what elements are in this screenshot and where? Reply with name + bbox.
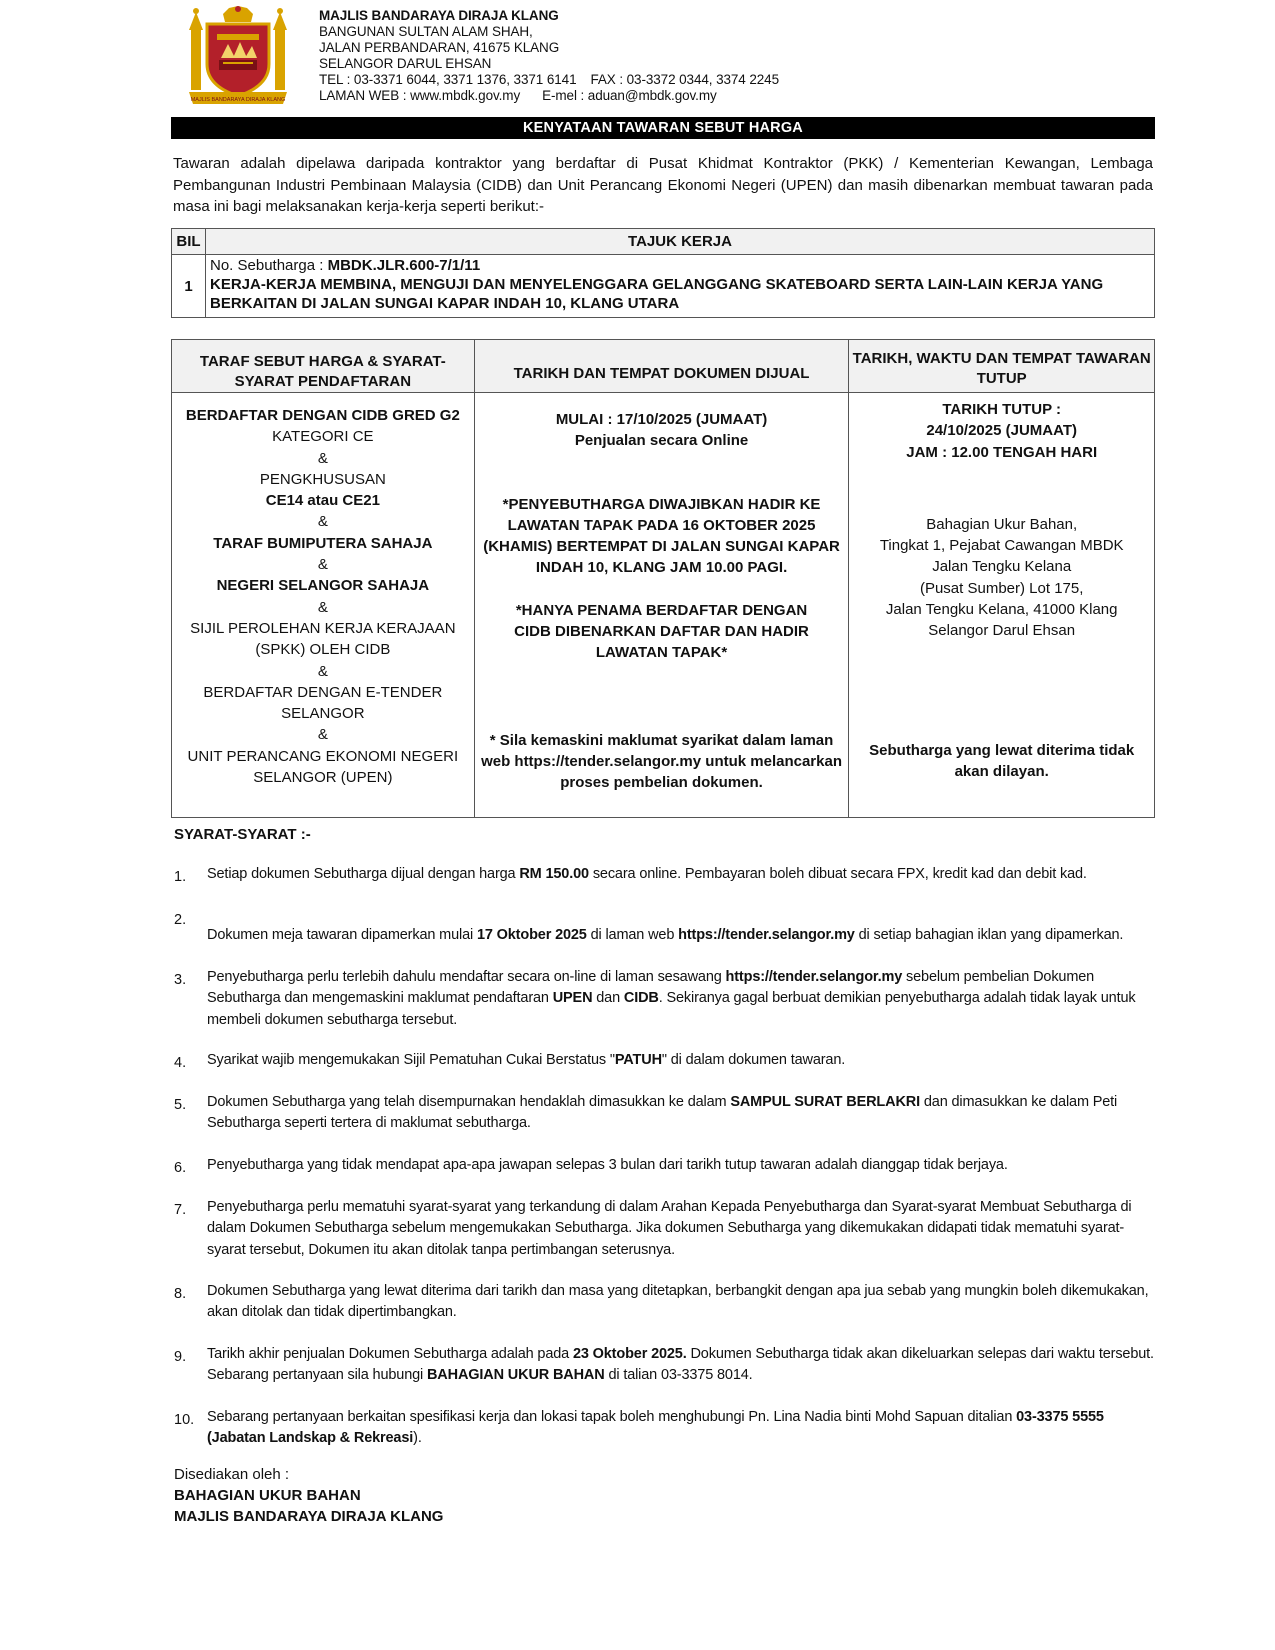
site-visit-notice: *PENYEBUTHARGA DIWAJIBKAN HADIR KE LAWATAN TAPAK PADA 16 OKTOBER 2025 (KHAMIS) BERTEMPAT DI JALAN SUNGAI KAPAR INDAH 10, KLANG JAM 10.00 PAGI. <box>483 495 840 577</box>
condition-item-8: 8. Dokumen Sebutharga yang lewat diterima dari tarikh dan masa yang ditetapkan, berbangkit dengan apa jua sebab yang mungkin boleh dikemukakan, akan ditolak dan tidak dipertimbangkan. <box>174 1283 1149 1321</box>
table-row <box>172 255 1155 318</box>
condition-number: 2. <box>174 912 187 928</box>
mbdk-crest-logo <box>185 6 291 110</box>
tender-details-table <box>171 339 1155 818</box>
closing-time: JAM : 12.00 TENGAH HARI <box>906 443 1098 461</box>
job-title-table <box>171 228 1155 318</box>
row-number: 1 <box>172 255 206 318</box>
condition-number: 8. <box>174 1286 187 1302</box>
bil-header: BIL <box>172 229 206 255</box>
req-upen: UNIT PERANCANG EKONOMI NEGERI SELANGOR (UPEN) <box>187 747 459 787</box>
job-title: KERJA-KERJA MEMBINA, MENGUJI DAN MENYELENGGARA GELANGGANG SKATEBOARD SERTA LAIN-LAIN KERJA YANG BERKAITAN DI JALAN SUNGAI KAPAR INDAH 10, KLANG UTARA <box>210 276 1104 312</box>
letterhead <box>185 6 1105 110</box>
ampersand: & <box>317 556 328 574</box>
prepared-by-organisation: MAJLIS BANDARAYA DIRAJA KLANG <box>174 1508 444 1525</box>
closing-address-line: (Pusat Sumber) Lot 175, <box>919 579 1084 597</box>
closing-date: 24/10/2025 (JUMAAT) <box>926 422 1077 440</box>
req-selangor: NEGERI SELANGOR SAHAJA <box>216 577 430 595</box>
late-submission-note: Sebutharga yang lewat diterima tidak akan dilayan. <box>869 741 1135 780</box>
conditions-title: SYARAT-SYARAT :- <box>174 826 311 843</box>
condition-item-3: 3. Penyebutharga perlu terlebih dahulu mendaftar secara on-line di laman sesawang https://tender.selangor.my sebelum pembelian Dokumen Sebutharga dan mengemaskini maklumat pendaftaran UPEN dan CIDB. Sekiranya gagal berbuat demikian penyebutharga adalah tidak layak untuk membeli dokumen sebutharga tersebut. <box>174 969 1136 1028</box>
condition-item-7: 7. Penyebutharga perlu mematuhi syarat-syarat yang terkandung di dalam Arahan Kepada Penyebutharga dan Syarat-syarat Membuat Sebutharga di dalam Dokumen Sebutharga sebelum mengemukakan Sebutharga. Jika dokumen Sebutharga yang dikemukakan didapati tidak mematuhi syarat-syarat tersebut, Dokumen itu akan ditolak tanpa pertimbangan seterusnya. <box>174 1199 1132 1258</box>
intro-paragraph: Tawaran adalah dipelawa daripada kontraktor yang berdaftar di Pusat Khidmat Kontraktor (PKK) / Kementerian Kewangan, Lembaga Pembangunan Industri Pembinaan Malaysia (CIDB) dan Unit Perancang Ekonomi Negeri (UPEN) dan masih dibenarkan membuat tawaran pada masa ini bagi melaksanakan kerja-kerja seperti berikut:- <box>173 155 1153 215</box>
closing-address-line: Jalan Tengku Kelana <box>932 558 1072 576</box>
logo-ribbon-text: MAJLIS BANDARAYA DIRAJA KLANG <box>190 97 286 103</box>
closing-address-line: Selangor Darul Ehsan <box>928 622 1076 640</box>
ref-label: No. Sebutharga : <box>210 257 324 274</box>
condition-item-2: 2. Dokumen meja tawaran dipamerkan mulai 17 Oktober 2025 di laman web https://tender.selangor.my di setiap bahagian iklan yang dipamerkan. <box>174 912 1124 943</box>
contact-line <box>319 72 779 88</box>
ampersand: & <box>317 662 328 680</box>
address-line-1: BANGUNAN SULTAN ALAM SHAH, <box>319 24 533 39</box>
cidb-only-notice: *HANYA PENAMA BERDAFTAR DENGAN CIDB DIBENARKAN DAFTAR DAN HADIR LAWATAN TAPAK* <box>514 601 809 662</box>
ampersand: & <box>317 449 328 467</box>
req-specialization: CE14 atau CE21 <box>265 492 380 510</box>
registration-header: TARAF SEBUT HARGA & SYARAT-SYARAT PENDAFTARAN <box>172 340 475 393</box>
sale-online-note: Penjualan secara Online <box>574 432 749 450</box>
closing-address-line: Tingkat 1, Pejabat Cawangan MBDK <box>879 537 1124 555</box>
condition-number: 1. <box>174 869 187 885</box>
job-title-header: TAJUK KERJA <box>206 229 1155 255</box>
condition-number: 5. <box>174 1097 187 1113</box>
telephone: TEL : 03-3371 6044, 3371 1376, 3371 6141 <box>319 72 577 87</box>
prepared-by-department: BAHAGIAN UKUR BAHAN <box>174 1487 361 1504</box>
condition-item-4: 4. Syarikat wajib mengemukakan Sijil Pematuhan Cukai Berstatus "PATUH" di dalam dokumen tawaran. <box>174 1050 1154 1071</box>
ampersand: & <box>317 726 328 744</box>
update-info-note: * Sila kemaskini maklumat syarikat dalam laman web https://tender.selangor.my untuk melancarkan proses pembelian dokumen. <box>481 731 842 792</box>
document-sale-cell <box>474 393 849 818</box>
notice-title-banner: KENYATAAN TAWARAN SEBUT HARGA <box>171 117 1155 139</box>
closing-address-line: Bahagian Ukur Bahan, <box>926 515 1078 533</box>
closing-cell <box>849 393 1155 818</box>
closing-label: TARIKH TUTUP : <box>942 401 1061 418</box>
closing-header: TARIKH, WAKTU DAN TEMPAT TAWARAN TUTUP <box>849 340 1155 393</box>
fax: FAX : 03-3372 0344, 3374 2245 <box>590 72 779 87</box>
condition-number: 6. <box>174 1160 187 1176</box>
req-category: KATEGORI CE <box>272 428 374 446</box>
req-bumiputera: TARAF BUMIPUTERA SAHAJA <box>213 534 433 552</box>
org-name: MAJLIS BANDARAYA DIRAJA KLANG <box>319 8 559 23</box>
ref-number: MBDK.JLR.600-7/1/11 <box>327 257 481 274</box>
address-line-2: JALAN PERBANDARAN, 41675 KLANG <box>319 40 560 55</box>
org-address-block <box>319 8 779 104</box>
prepared-by-label: Disediakan oleh : <box>174 1466 290 1483</box>
ampersand: & <box>317 598 328 616</box>
job-title-cell <box>206 255 1155 318</box>
condition-item-1: 1. Setiap dokumen Sebutharga dijual dengan harga RM 150.00 secara online. Pembayaran boleh dibuat secara FPX, kredit kad dan debit kad. <box>174 864 1154 885</box>
condition-number: 10. <box>174 1412 195 1428</box>
condition-number: 9. <box>174 1349 187 1365</box>
condition-item-6: 6. Penyebutharga yang tidak mendapat apa-apa jawapan selepas 3 bulan dari tarikh tutup tawaran adalah dianggap tidak berjaya. <box>174 1155 1154 1176</box>
req-cidb-grade: BERDAFTAR DENGAN CIDB GRED G2 <box>185 407 460 424</box>
req-etender: BERDAFTAR DENGAN E-TENDER SELANGOR <box>203 683 443 723</box>
condition-number: 3. <box>174 972 187 988</box>
condition-number: 7. <box>174 1202 187 1218</box>
prepared-by-block <box>174 1464 443 1527</box>
address-line-3: SELANGOR DARUL EHSAN <box>319 56 492 71</box>
closing-address-line: Jalan Tengku Kelana, 41000 Klang <box>885 601 1118 619</box>
document-sale-header: TARIKH DAN TEMPAT DOKUMEN DIJUAL <box>474 340 849 393</box>
req-specialization-label: PENGKHUSUSAN <box>259 470 386 488</box>
condition-number: 4. <box>174 1055 187 1071</box>
registration-cell <box>172 393 475 818</box>
ampersand: & <box>317 513 328 531</box>
website[interactable]: LAMAN WEB : www.mbdk.gov.my <box>319 88 521 103</box>
condition-item-10: 10. Sebarang pertanyaan berkaitan spesifikasi kerja dan lokasi tapak boleh menghubungi Pn. Lina Nadia binti Mohd Sapuan ditalian 03-3375 5555 (Jabatan Landskap & Rekreasi). <box>174 1409 1104 1447</box>
sale-start-date: MULAI : 17/10/2025 (JUMAAT) <box>555 411 768 428</box>
web-line <box>319 88 779 104</box>
req-spkk: SIJIL PEROLEHAN KERJA KERAJAAN (SPKK) OLEH CIDB <box>190 619 456 659</box>
condition-item-9: 9. Tarikh akhir penjualan Dokumen Sebutharga adalah pada 23 Oktober 2025. Dokumen Sebutharga tidak akan dikeluarkan selepas dari waktu tersebut. Sebarang pertanyaan sila hubungi BAHAGIAN UKUR BAHAN di talian 03-3375 8014. <box>174 1346 1154 1384</box>
email[interactable]: E-mel : aduan@mbdk.gov.my <box>542 88 717 103</box>
condition-item-5: 5. Dokumen Sebutharga yang telah disempurnakan hendaklah dimasukkan ke dalam SAMPUL SURAT BERLAKRI dan dimasukkan ke dalam Peti Sebutharga seperti tertera di maklumat sebutharga. <box>174 1094 1118 1132</box>
